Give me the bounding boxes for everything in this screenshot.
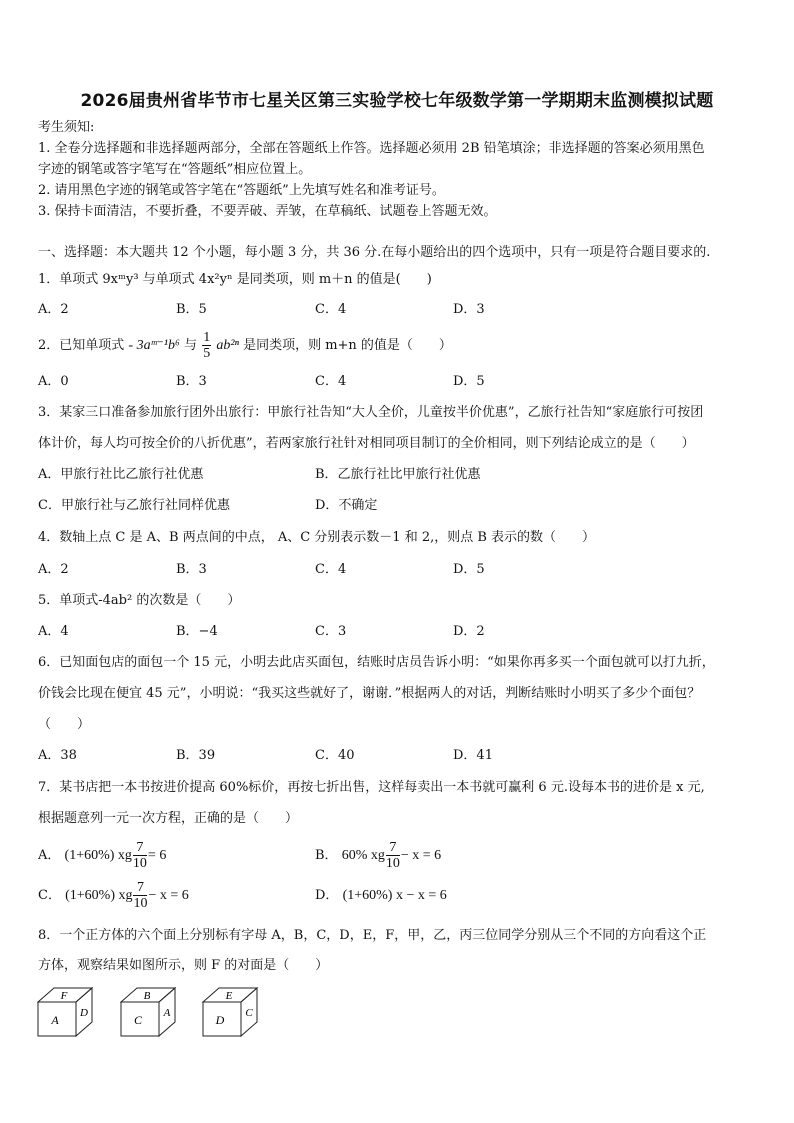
cube-3-right-label: C (245, 1007, 253, 1019)
section-heading: 一、选择题：本大题共 12 个小题，每小题 3 分，共 36 分.在每小题给出的四个选项中，只有一项是符合题目要求的. (38, 245, 711, 260)
q7-option-c-right: − x = 6 (148, 888, 189, 903)
q7-option-c-fraction (133, 880, 147, 911)
question-4-stem: 4．数轴上点 C 是 A、B 两点间的中点， A、C 分别表示数－1 和 2,，则点 B 表示的数（ ） (38, 530, 596, 545)
cube-2-top-label: B (143, 990, 151, 1002)
q7-option-a-left: (1+60%) xg (64, 848, 132, 863)
q7-option-c-label: C． (38, 888, 61, 903)
q2-frac-den: 5 (203, 346, 211, 361)
q4-option-a: A．2 (38, 562, 69, 577)
q3-option-a: A．甲旅行社比乙旅行社优惠 (38, 467, 204, 482)
notice-item-1-cont: 字迹的钢笔或答字笔写在“答题纸”相应位置上。 (38, 162, 312, 177)
question-8-stem-1: 8．一个正方体的六个面上分别标有字母 A，B，C，D，E，F，甲，乙，丙三位同学分别从三个不同的方向看这个正 (38, 928, 707, 943)
q1-option-a: A．2 (38, 302, 69, 317)
q7-option-b-label: B． (315, 848, 338, 863)
q6-option-b: B．39 (176, 748, 216, 763)
q4-option-d: D．5 (453, 562, 485, 577)
cube-3-top-label: E (225, 990, 233, 1002)
q5-option-b: B．−4 (176, 624, 218, 639)
q7-b-frac-den: 10 (385, 856, 400, 871)
cube-1-front-label: A (51, 1013, 59, 1027)
q3-option-b: B．乙旅行社比甲旅行社优惠 (315, 467, 481, 482)
q2-option-a: A．0 (38, 374, 69, 389)
question-2-stem (38, 326, 758, 366)
question-6-stem-2: 价钱会比现在便宜 45 元”，小明说：“我买这些就好了，谢谢．”根据两人的对话，判断结账时小明买了多少个面包？ (38, 686, 701, 701)
q1-option-c: C．4 (315, 302, 347, 317)
question-8-stem-2: 方体，观察结果如图所示，则 F 的对面是（ ） (38, 958, 329, 973)
page-title: 2026届贵州省毕节市七星关区第三实验学校七年级数学第一学期期末监测模拟试题 (80, 91, 714, 111)
q7-option-b-fraction (386, 840, 400, 871)
q7-c-frac-num: 7 (133, 880, 147, 896)
q2-suffix: 是同类项，则 m+n 的值是（ ） (243, 338, 452, 353)
q2-prefix: 2．已知单项式 (38, 338, 125, 353)
q6-option-d: D．41 (453, 748, 493, 763)
q7-option-b (315, 836, 441, 876)
q7-option-a (38, 836, 166, 876)
question-6-stem-1: 6．已知面包店的面包一个 15 元，小明去此店买面包，结账时店员告诉小明：“如果你再多买一个面包就可以打九折， (38, 655, 715, 670)
cube-figure-3 (201, 986, 261, 1038)
q7-option-d (315, 876, 447, 916)
q2-option-d: D．5 (453, 374, 485, 389)
q1-option-b: B．5 (176, 302, 207, 317)
question-1-stem: 1．单项式 9xᵐy³ 与单项式 4x²yⁿ 是同类项，则 m＋n 的值是( ) (38, 272, 432, 287)
q7-b-frac-num: 7 (386, 840, 400, 856)
q5-option-d: D．2 (453, 624, 485, 639)
q5-option-a: A．4 (38, 624, 69, 639)
q6-option-c: C．40 (315, 748, 355, 763)
q2-option-c: C．4 (315, 374, 347, 389)
notice-item-3: 3. 保持卡面清洁，不要折叠，不要弄破、弄皱，在草稿纸、试题卷上答题无效。 (38, 204, 497, 219)
question-3-stem-2: 体计价，每人均可按全价的八折优惠”，若两家旅行社针对相同项目制订的全价相同，则下列结论成立的是（ ） (38, 436, 695, 451)
question-6-stem-3: （ ） (38, 717, 91, 732)
q3-option-c: C．甲旅行社与乙旅行社同样优惠 (38, 498, 230, 513)
q2-mid: 与 (184, 338, 198, 353)
question-7-stem-2: 根据题意列一元一次方程，正确的是（ ） (38, 811, 299, 826)
q7-option-b-left: 60% xg (341, 848, 385, 863)
cube-2-front-label: C (133, 1013, 143, 1027)
q7-a-frac-num: 7 (133, 840, 147, 856)
question-5-stem: 5．单项式-4ab² 的次数是（ ） (38, 593, 241, 608)
q2-fraction (202, 330, 211, 361)
q2-option-b: B．3 (176, 374, 207, 389)
question-7-stem-1: 7．某书店把一本书按进价提高 60%标价，再按七折出售，这样每卖出一本书就可赢利 6 元.设每本书的进价是 x 元, (38, 780, 705, 795)
q7-c-frac-den: 10 (133, 896, 148, 911)
q7-option-b-right: − x = 6 (400, 848, 442, 863)
notice-heading: 考生须知: (38, 120, 95, 135)
q5-option-c: C．3 (315, 624, 347, 639)
q2-frac-num: 1 (203, 330, 211, 345)
q7-option-d-label: D． (315, 888, 339, 903)
cube-3-front-label: D (215, 1013, 225, 1027)
q7-option-a-right: = 6 (147, 848, 167, 863)
q7-a-frac-den: 10 (132, 856, 147, 871)
q7-option-c (38, 876, 189, 916)
question-3-stem-1: 3．某家三口准备参加旅行团外出旅行：甲旅行社告知“大人全价，儿童按半价优惠”，乙旅行社告知“家庭旅行可按团 (38, 405, 704, 420)
cube-figure-1 (36, 986, 96, 1038)
q1-option-d: D．3 (453, 302, 485, 317)
q7-option-c-left: (1+60%) xg (65, 888, 133, 903)
q7-option-a-label: A． (38, 848, 61, 863)
q6-option-a: A．38 (38, 748, 77, 763)
cube-figure-2 (119, 986, 179, 1038)
q7-option-a-fraction (133, 840, 147, 871)
q7-option-d-expr: (1+60%) x − x = 6 (342, 888, 447, 903)
q2-expr-2: ab²ⁿ (216, 338, 239, 353)
notice-item-2: 2. 请用黑色字迹的钢笔或答字笔在“答题纸”上先填写姓名和准考证号。 (38, 183, 445, 198)
cube-2-right-label: A (163, 1007, 171, 1019)
q3-option-d: D．不确定 (315, 498, 378, 513)
cube-1-top-label: F (60, 990, 68, 1002)
q4-option-b: B．3 (176, 562, 207, 577)
q2-expr-1: - 3aᵐ⁻¹b⁶ (128, 338, 180, 353)
notice-item-1: 1. 全卷分选择题和非选择题两部分，全部在答题纸上作答。选择题必须用 2B 铅笔填涂；非选择题的答案必须用黑色 (38, 141, 705, 156)
q4-option-c: C．4 (315, 562, 347, 577)
cube-1-right-label: D (80, 1007, 88, 1019)
